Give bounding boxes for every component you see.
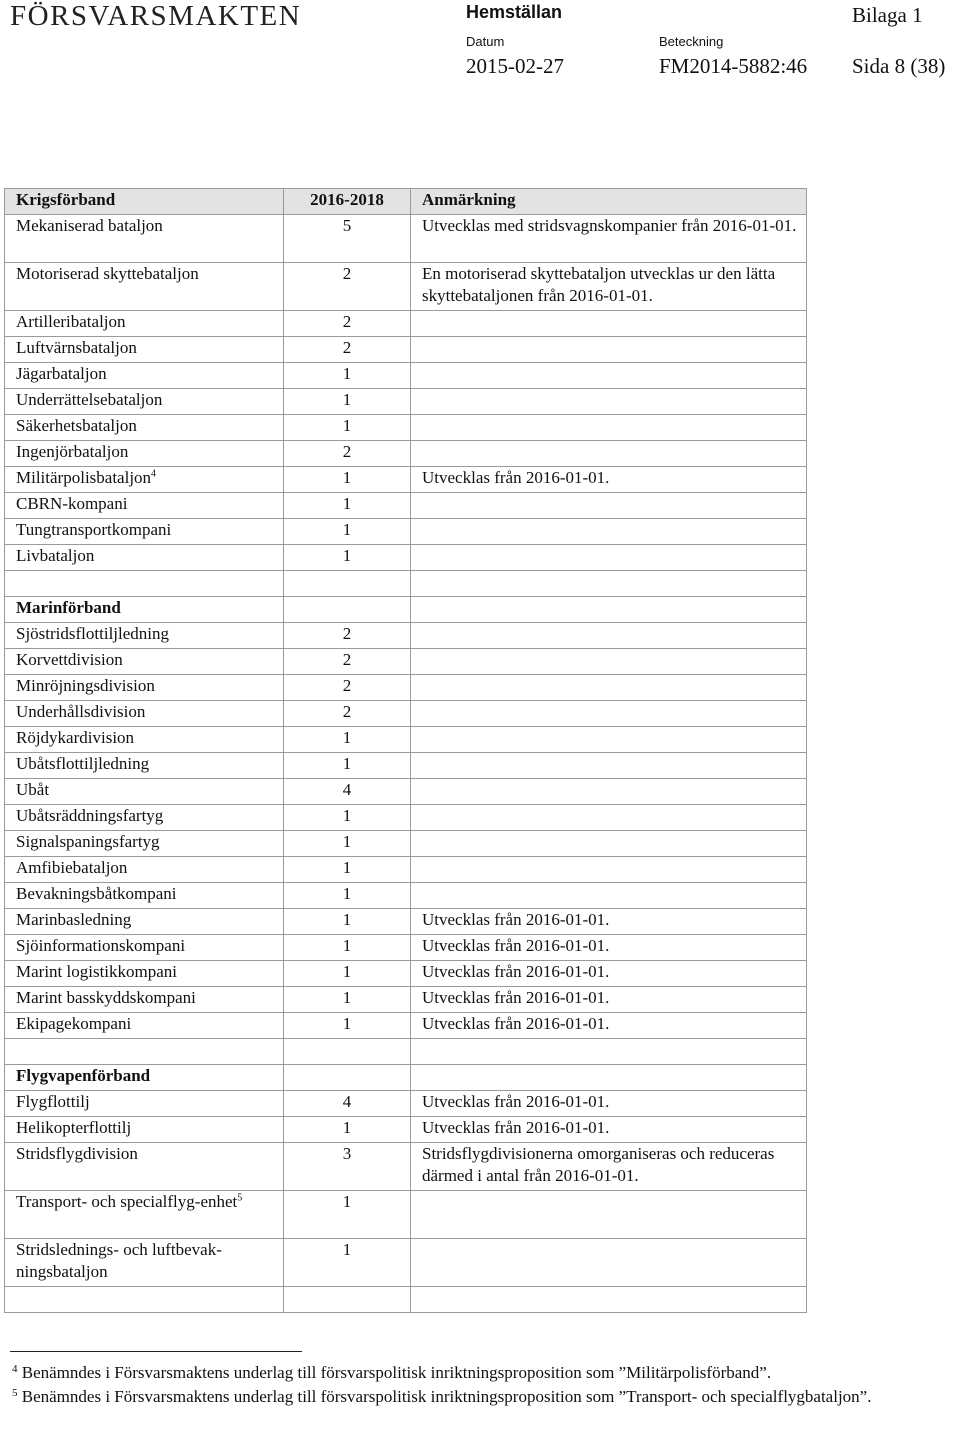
table-row <box>5 987 807 1013</box>
count-cell: 1 <box>284 467 411 493</box>
unit-cell <box>5 1117 284 1143</box>
unit-cell <box>5 1039 284 1065</box>
count-cell: 1 <box>284 727 411 753</box>
count-cell: 1 <box>284 753 411 779</box>
unit-cell <box>5 1013 284 1039</box>
unit-cell <box>5 649 284 675</box>
count-cell: 2 <box>284 623 411 649</box>
count-cell <box>284 1065 411 1091</box>
unit-cell <box>5 987 284 1013</box>
unit-cell <box>5 337 284 363</box>
table-row <box>5 623 807 649</box>
reference-label: Beteckning <box>659 34 724 49</box>
count-cell: 1 <box>284 493 411 519</box>
table-row <box>5 1013 807 1039</box>
count-cell: 1 <box>284 389 411 415</box>
table-row <box>5 363 807 389</box>
unit-name: Marinbasledning <box>16 910 132 929</box>
unit-name: Militärpolisbataljon <box>16 468 152 487</box>
table-row <box>5 467 807 493</box>
table-row <box>5 1191 807 1239</box>
unit-cell <box>5 1143 284 1191</box>
footnote-separator <box>10 1351 302 1352</box>
count-cell: 1 <box>284 805 411 831</box>
table-row <box>5 441 807 467</box>
count-cell: 2 <box>284 675 411 701</box>
remark-cell <box>411 727 807 753</box>
count-cell: 1 <box>284 857 411 883</box>
unit-cell <box>5 909 284 935</box>
unit-name: Transport- och specialflyg-enhet <box>16 1192 238 1211</box>
remark-cell <box>411 1239 807 1287</box>
document-title: Hemställan <box>466 2 563 22</box>
table-row <box>5 389 807 415</box>
remark-cell <box>411 389 807 415</box>
table-section-row <box>5 597 807 623</box>
remark-cell: Utvecklas från 2016-01-01. <box>411 961 807 987</box>
count-cell <box>284 571 411 597</box>
unit-name: Ubåtsräddningsfartyg <box>16 806 164 825</box>
unit-cell <box>5 215 284 263</box>
remark-cell <box>411 753 807 779</box>
remark-cell <box>411 831 807 857</box>
unit-name: Amfibiebataljon <box>16 858 128 877</box>
document-date: 2015-02-27 <box>466 54 564 78</box>
table-row <box>5 519 807 545</box>
remark-cell: Utvecklas från 2016-01-01. <box>411 1091 807 1117</box>
unit-cell <box>5 1287 284 1313</box>
count-cell <box>284 1039 411 1065</box>
footnote-number: 4 <box>12 1363 18 1375</box>
unit-name: Bevakningsbåtkompani <box>16 884 177 903</box>
unit-name: Sjöstridsflottiljledning <box>16 624 170 643</box>
remark-cell <box>411 701 807 727</box>
remark-cell: Stridsflygdivisionerna omorganiseras och reduceras därmed i antal från 2016-01-01. <box>411 1143 807 1191</box>
unit-cell <box>5 415 284 441</box>
unit-name: Motoriserad skyttebataljon <box>16 264 199 283</box>
unit-name: Stridsflygdivision <box>16 1144 138 1163</box>
unit-name: Tungtransportkompani <box>16 520 172 539</box>
column-header-period: 2016-2018 <box>284 189 411 215</box>
remark-cell <box>411 1039 807 1065</box>
footnote <box>12 1386 932 1408</box>
unit-name: Marint logistikkompani <box>16 962 178 981</box>
count-cell: 2 <box>284 649 411 675</box>
unit-cell <box>5 883 284 909</box>
unit-name: Korvettdivision <box>16 650 123 669</box>
remark-cell <box>411 675 807 701</box>
count-cell: 1 <box>284 987 411 1013</box>
remark-cell: Utvecklas från 2016-01-01. <box>411 467 807 493</box>
count-cell: 3 <box>284 1143 411 1191</box>
remark-cell <box>411 1287 807 1313</box>
table-row <box>5 701 807 727</box>
count-cell <box>284 597 411 623</box>
remark-cell <box>411 649 807 675</box>
remark-cell: Utvecklas från 2016-01-01. <box>411 987 807 1013</box>
unit-cell <box>5 263 284 311</box>
count-cell: 1 <box>284 1117 411 1143</box>
unit-cell <box>5 675 284 701</box>
unit-cell <box>5 1091 284 1117</box>
remark-cell <box>411 857 807 883</box>
table-row <box>5 909 807 935</box>
remark-cell <box>411 311 807 337</box>
logo: FÖRSVARSMAKTEN <box>10 0 302 32</box>
footnote-number: 5 <box>12 1387 18 1399</box>
unit-cell <box>5 779 284 805</box>
count-cell: 1 <box>284 909 411 935</box>
footnote-reference: 5 <box>237 1192 243 1204</box>
table-row <box>5 311 807 337</box>
unit-cell <box>5 519 284 545</box>
unit-table <box>4 188 807 1313</box>
unit-cell <box>5 805 284 831</box>
unit-cell <box>5 935 284 961</box>
table-row <box>5 337 807 363</box>
remark-cell <box>411 493 807 519</box>
unit-cell <box>5 857 284 883</box>
table-row <box>5 935 807 961</box>
table-row <box>5 675 807 701</box>
table-row <box>5 1091 807 1117</box>
unit-name: Flygvapenförband <box>16 1066 151 1085</box>
remark-cell <box>411 805 807 831</box>
count-cell: 1 <box>284 1239 411 1287</box>
remark-cell: Utvecklas från 2016-01-01. <box>411 1013 807 1039</box>
remark-cell: Utvecklas med stridsvagnskompanier från 2016-01-01. <box>411 215 807 263</box>
remark-cell <box>411 415 807 441</box>
unit-name: Ingenjörbataljon <box>16 442 129 461</box>
count-cell: 5 <box>284 215 411 263</box>
unit-name: Flygflottilj <box>16 1092 90 1111</box>
count-cell: 1 <box>284 1013 411 1039</box>
unit-name: Livbataljon <box>16 546 95 565</box>
table-row <box>5 779 807 805</box>
table-row <box>5 857 807 883</box>
count-cell: 1 <box>284 363 411 389</box>
table-row <box>5 831 807 857</box>
unit-name: Signalspaningsfartyg <box>16 832 160 851</box>
remark-cell <box>411 545 807 571</box>
unit-cell <box>5 623 284 649</box>
table-row <box>5 415 807 441</box>
unit-name: Minröjningsdivision <box>16 676 155 695</box>
count-cell: 2 <box>284 701 411 727</box>
table-row <box>5 753 807 779</box>
unit-name: Underhållsdivision <box>16 702 146 721</box>
unit-cell <box>5 961 284 987</box>
unit-name: Marint basskyddskompani <box>16 988 196 1007</box>
table-row <box>5 545 807 571</box>
unit-name: CBRN-kompani <box>16 494 128 513</box>
count-cell: 4 <box>284 1091 411 1117</box>
table-row <box>5 727 807 753</box>
unit-name: Ubåt <box>16 780 50 799</box>
column-header-unit: Krigsförband <box>5 189 284 215</box>
unit-cell <box>5 597 284 623</box>
unit-name: Luftvärnsbataljon <box>16 338 137 357</box>
unit-name: Helikopterflottilj <box>16 1118 132 1137</box>
unit-name: Jägarbataljon <box>16 364 107 383</box>
document-reference: FM2014-5882:46 <box>659 54 808 78</box>
footnote-reference: 4 <box>151 468 157 480</box>
unit-cell <box>5 311 284 337</box>
table-row <box>5 961 807 987</box>
attachment-label: Bilaga 1 <box>852 3 923 27</box>
unit-name: Ekipagekompani <box>16 1014 132 1033</box>
remark-cell <box>411 519 807 545</box>
remark-cell <box>411 337 807 363</box>
count-cell: 1 <box>284 935 411 961</box>
unit-cell <box>5 467 284 493</box>
table-blank-row <box>5 1287 807 1313</box>
unit-cell <box>5 753 284 779</box>
column-header-remark: Anmärkning <box>411 189 807 215</box>
page-header <box>0 0 960 90</box>
count-cell: 1 <box>284 961 411 987</box>
unit-cell <box>5 1191 284 1239</box>
count-cell <box>284 1287 411 1313</box>
count-cell: 1 <box>284 1191 411 1239</box>
unit-cell <box>5 1239 284 1287</box>
table-row <box>5 805 807 831</box>
unit-cell <box>5 389 284 415</box>
table-row <box>5 493 807 519</box>
unit-name: Stridslednings- och luftbevak-ningsbataljon <box>16 1240 222 1281</box>
unit-cell <box>5 545 284 571</box>
remark-cell <box>411 883 807 909</box>
table-row <box>5 215 807 263</box>
remark-cell <box>411 1191 807 1239</box>
table-header-row <box>5 189 807 215</box>
remark-cell: Utvecklas från 2016-01-01. <box>411 909 807 935</box>
count-cell: 1 <box>284 883 411 909</box>
count-cell: 2 <box>284 311 411 337</box>
count-cell: 4 <box>284 779 411 805</box>
unit-name: Mekaniserad bataljon <box>16 216 163 235</box>
table-row <box>5 263 807 311</box>
unit-name: Underrättelsebataljon <box>16 390 163 409</box>
page-number: Sida 8 (38) <box>852 54 946 78</box>
remark-cell <box>411 597 807 623</box>
table-row <box>5 1117 807 1143</box>
table-row <box>5 1143 807 1191</box>
count-cell: 2 <box>284 337 411 363</box>
unit-cell <box>5 441 284 467</box>
footnote-text: Benämndes i Försvarsmaktens underlag till försvarspolitisk inriktningsproposition som ”Transport- och specialflygbataljon”. <box>21 1387 872 1406</box>
footnote-text: Benämndes i Försvarsmaktens underlag till försvarspolitisk inriktningsproposition som ”Militärpolisförband”. <box>21 1363 772 1382</box>
unit-cell <box>5 363 284 389</box>
remark-cell: Utvecklas från 2016-01-01. <box>411 1117 807 1143</box>
table-blank-row <box>5 571 807 597</box>
unit-name: Ubåtsflottiljledning <box>16 754 150 773</box>
unit-cell <box>5 493 284 519</box>
remark-cell <box>411 623 807 649</box>
remark-cell <box>411 1065 807 1091</box>
unit-cell <box>5 571 284 597</box>
count-cell: 1 <box>284 415 411 441</box>
unit-cell <box>5 701 284 727</box>
unit-cell <box>5 1065 284 1091</box>
count-cell: 1 <box>284 831 411 857</box>
count-cell: 1 <box>284 519 411 545</box>
unit-cell <box>5 727 284 753</box>
table-section-row <box>5 1065 807 1091</box>
remark-cell <box>411 779 807 805</box>
unit-name: Sjöinformationskompani <box>16 936 186 955</box>
unit-cell <box>5 831 284 857</box>
count-cell: 2 <box>284 263 411 311</box>
remark-cell <box>411 571 807 597</box>
remark-cell <box>411 363 807 389</box>
unit-name: Röjdykardivision <box>16 728 135 747</box>
unit-name: Artilleribataljon <box>16 312 126 331</box>
remark-cell: Utvecklas från 2016-01-01. <box>411 935 807 961</box>
table-blank-row <box>5 1039 807 1065</box>
remark-cell: En motoriserad skyttebataljon utvecklas ur den lätta skyttebataljonen från 2016-01-01. <box>411 263 807 311</box>
remark-cell <box>411 441 807 467</box>
table-row <box>5 649 807 675</box>
date-label: Datum <box>466 34 505 49</box>
footnote <box>12 1362 932 1384</box>
count-cell: 2 <box>284 441 411 467</box>
table-row <box>5 883 807 909</box>
count-cell: 1 <box>284 545 411 571</box>
table-row <box>5 1239 807 1287</box>
unit-name: Säkerhetsbataljon <box>16 416 137 435</box>
unit-name: Marinförband <box>16 598 121 617</box>
